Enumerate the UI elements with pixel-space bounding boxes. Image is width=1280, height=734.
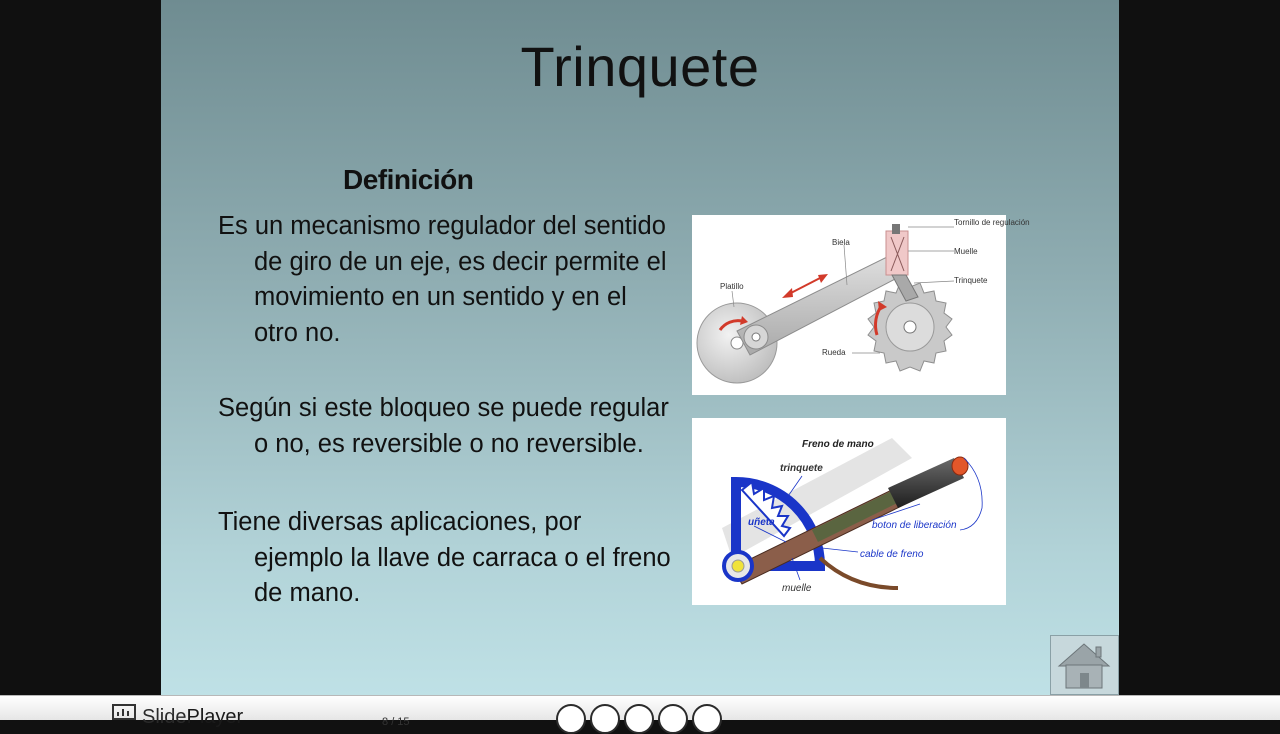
label-muelle-2: muelle bbox=[782, 583, 812, 594]
label-rueda: Rueda bbox=[822, 348, 846, 357]
total-pages: / 15 bbox=[391, 716, 410, 728]
handbrake-diagram bbox=[692, 418, 1006, 605]
paragraph-applications: Tiene diversas aplicaciones, por ejemplo la llave de carraca o el freno de mano. bbox=[218, 508, 671, 607]
left-letterbox bbox=[0, 0, 161, 695]
label-muelle: Muelle bbox=[954, 247, 978, 256]
page-counter bbox=[382, 716, 410, 728]
player-toolbar bbox=[0, 695, 1280, 728]
play-button[interactable] bbox=[624, 704, 654, 734]
label-trinquete-2: trinquete bbox=[780, 463, 823, 474]
label-platillo: Platillo bbox=[720, 282, 744, 291]
previous-slide-button[interactable] bbox=[590, 704, 620, 734]
paragraph-definition: Es un mecanismo regulador del sentido de giro de un eje, es decir permite el movimiento en un sentido y en el otro no. bbox=[218, 212, 667, 347]
label-tornillo: Tornillo de regulación bbox=[954, 218, 1030, 227]
current-page: 8 bbox=[382, 716, 389, 728]
first-slide-button[interactable] bbox=[556, 704, 586, 734]
presentation-icon bbox=[112, 702, 136, 724]
next-slide-button[interactable] bbox=[658, 704, 688, 734]
label-uneta: uñeta bbox=[748, 517, 775, 528]
brand-name: SlidePlayer bbox=[142, 706, 244, 728]
ratchet-mechanism-figure bbox=[692, 215, 1030, 395]
label-boton: boton de liberación bbox=[872, 520, 957, 531]
home-icon bbox=[1051, 636, 1118, 694]
last-slide-button[interactable] bbox=[692, 704, 722, 734]
slide-title: Trinquete bbox=[520, 35, 760, 98]
slide-subtitle: Definición bbox=[343, 164, 474, 195]
paragraph-reversible: Según si este bloqueo se puede regular o no, es reversible o no reversible. bbox=[218, 394, 669, 458]
label-biela: Biela bbox=[832, 238, 850, 247]
slide bbox=[161, 0, 1119, 695]
ratchet-mechanism-diagram bbox=[692, 215, 1030, 395]
label-cable: cable de freno bbox=[860, 549, 924, 560]
label-trinquete: Trinquete bbox=[954, 276, 988, 285]
right-letterbox bbox=[1119, 0, 1280, 695]
home-button[interactable] bbox=[1050, 635, 1119, 695]
label-freno-de-mano: Freno de mano bbox=[802, 439, 874, 450]
handbrake-figure bbox=[692, 418, 1006, 605]
